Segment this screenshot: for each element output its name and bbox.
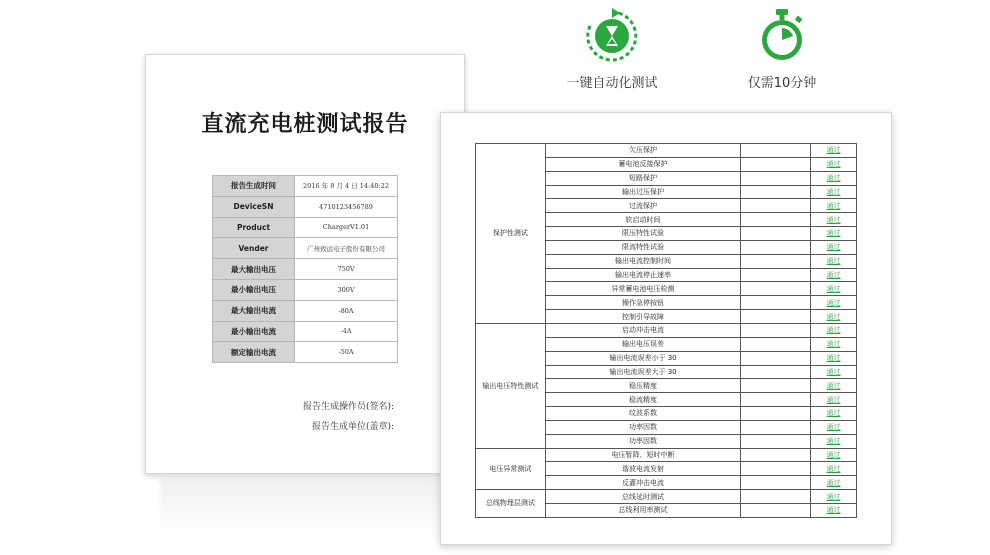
- test-result-link[interactable]: 通过: [811, 199, 857, 213]
- info-row: [213, 279, 398, 300]
- test-result-link[interactable]: 通过: [811, 407, 857, 421]
- test-blank-cell: [741, 462, 811, 476]
- test-blank-cell: [741, 282, 811, 296]
- test-blank-cell: [741, 448, 811, 462]
- info-value: 750V: [295, 259, 398, 280]
- test-item-label: 输出电流停止速率: [545, 268, 740, 282]
- test-group-label: 电压异常测试: [476, 448, 546, 490]
- test-item-label: 短路保护: [545, 171, 740, 185]
- test-item-label: 谐波电流发射: [545, 462, 740, 476]
- test-blank-cell: [741, 157, 811, 171]
- table-row: [476, 323, 857, 337]
- test-item-label: 纹波系数: [545, 407, 740, 421]
- hourglass-refresh-icon: [582, 6, 642, 66]
- test-item-label: 总线延时测试: [545, 490, 740, 504]
- test-item-label: 功率因数: [545, 420, 740, 434]
- report-info-table: [212, 175, 398, 363]
- test-blank-cell: [741, 393, 811, 407]
- test-blank-cell: [741, 503, 811, 517]
- test-item-label: 稳流精度: [545, 393, 740, 407]
- test-blank-cell: [741, 254, 811, 268]
- table-row: [476, 448, 857, 462]
- test-result-link[interactable]: 通过: [811, 503, 857, 517]
- test-result-link[interactable]: 通过: [811, 171, 857, 185]
- feature-ten-minutes: [722, 6, 842, 91]
- test-result-link[interactable]: 通过: [811, 282, 857, 296]
- feature-automated-test-label: 一键自动化测试: [566, 76, 658, 91]
- test-blank-cell: [741, 240, 811, 254]
- test-result-link[interactable]: 通过: [811, 185, 857, 199]
- test-group-label: 总线物理层测试: [476, 490, 546, 518]
- info-row: [213, 259, 398, 280]
- test-blank-cell: [741, 144, 811, 158]
- test-blank-cell: [741, 171, 811, 185]
- test-result-link[interactable]: 通过: [811, 337, 857, 351]
- test-item-label: 欠压保护: [545, 144, 740, 158]
- test-result-link[interactable]: 通过: [811, 462, 857, 476]
- info-row: [213, 238, 398, 259]
- info-key: 额定输出电流: [213, 342, 295, 363]
- info-row: [213, 176, 398, 197]
- info-value: ChargerV1.01: [295, 217, 398, 238]
- test-blank-cell: [741, 227, 811, 241]
- test-result-link[interactable]: 通过: [811, 490, 857, 504]
- test-item-label: 输出电压误差: [545, 337, 740, 351]
- feature-ten-minutes-label: 仅需10分钟: [747, 76, 817, 91]
- test-result-link[interactable]: 通过: [811, 157, 857, 171]
- test-blank-cell: [741, 268, 811, 282]
- test-result-link[interactable]: 通过: [811, 476, 857, 490]
- info-value: 300V: [295, 279, 398, 300]
- info-value: 2016 年 8 月 4 日 14:40:22: [295, 176, 398, 197]
- sheet-reflection: [160, 478, 460, 538]
- test-blank-cell: [741, 199, 811, 213]
- info-row: [213, 196, 398, 217]
- test-result-link[interactable]: 通过: [811, 268, 857, 282]
- test-result-link[interactable]: 通过: [811, 393, 857, 407]
- test-item-label: 输出电流误差大于 30: [545, 365, 740, 379]
- info-key: 最小输出电流: [213, 321, 295, 342]
- unit-stamp-label: 报告生成单位(盖章):: [311, 422, 394, 432]
- report-title: 直流充电桩测试报告: [201, 111, 409, 137]
- test-blank-cell: [741, 365, 811, 379]
- operator-signature-label: 报告生成操作员(签名):: [302, 402, 394, 412]
- test-result-link[interactable]: 通过: [811, 213, 857, 227]
- info-key: 最大输出电流: [213, 300, 295, 321]
- test-item-label: 输出过压保护: [545, 185, 740, 199]
- test-item-label: 过流保护: [545, 199, 740, 213]
- test-blank-cell: [741, 323, 811, 337]
- feature-automated-test: [552, 6, 672, 91]
- info-row: [213, 217, 398, 238]
- test-item-label: 软启动时间: [545, 213, 740, 227]
- info-key: 最小输出电压: [213, 279, 295, 300]
- test-results-table: [475, 143, 857, 518]
- test-result-link[interactable]: 通过: [811, 351, 857, 365]
- test-result-link[interactable]: 通过: [811, 365, 857, 379]
- test-item-label: 输出电流误差小于 30: [545, 351, 740, 365]
- test-item-label: 输出电流控制时间: [545, 254, 740, 268]
- test-result-link[interactable]: 通过: [811, 240, 857, 254]
- test-item-label: 电压暂降、短时中断: [545, 448, 740, 462]
- test-result-link[interactable]: 通过: [811, 323, 857, 337]
- test-item-label: 稳压精度: [545, 379, 740, 393]
- info-row: [213, 321, 398, 342]
- test-item-label: 操作急停按钮: [545, 296, 740, 310]
- test-item-label: 反灌冲击电流: [545, 476, 740, 490]
- test-item-label: 限流特性试验: [545, 240, 740, 254]
- info-value: -50A: [295, 342, 398, 363]
- info-value: 广州致远电子股份有限公司: [295, 238, 398, 259]
- test-blank-cell: [741, 185, 811, 199]
- test-blank-cell: [741, 434, 811, 448]
- info-key: 最大输出电压: [213, 259, 295, 280]
- info-key: DeviceSN: [213, 196, 295, 217]
- test-result-link[interactable]: 通过: [811, 448, 857, 462]
- test-blank-cell: [741, 296, 811, 310]
- test-group-label: 输出电压特性测试: [476, 323, 546, 448]
- table-row: [476, 144, 857, 158]
- info-value: -80A: [295, 300, 398, 321]
- test-blank-cell: [741, 407, 811, 421]
- test-result-link[interactable]: 通过: [811, 144, 857, 158]
- test-item-label: 异常蓄电池电压检测: [545, 282, 740, 296]
- test-item-label: 控制引导故障: [545, 310, 740, 324]
- test-item-label: 启动冲击电流: [545, 323, 740, 337]
- stopwatch-icon: [752, 6, 812, 66]
- info-row: [213, 300, 398, 321]
- test-item-label: 蓄电池反接保护: [545, 157, 740, 171]
- test-blank-cell: [741, 213, 811, 227]
- test-blank-cell: [741, 476, 811, 490]
- test-blank-cell: [741, 351, 811, 365]
- test-blank-cell: [741, 420, 811, 434]
- test-report-sheet: [145, 54, 465, 474]
- info-key: 报告生成时间: [213, 176, 295, 197]
- test-item-label: 总线利用率测试: [545, 503, 740, 517]
- test-blank-cell: [741, 337, 811, 351]
- test-result-link[interactable]: 通过: [811, 310, 857, 324]
- test-blank-cell: [741, 379, 811, 393]
- test-item-label: 限压特性试验: [545, 227, 740, 241]
- info-key: Product: [213, 217, 295, 238]
- test-group-label: 保护性测试: [476, 144, 546, 324]
- test-blank-cell: [741, 490, 811, 504]
- test-result-link[interactable]: 通过: [811, 434, 857, 448]
- test-result-link[interactable]: 通过: [811, 254, 857, 268]
- info-row: [213, 342, 398, 363]
- info-value: -4A: [295, 321, 398, 342]
- test-results-sheet: [440, 112, 892, 545]
- test-result-link[interactable]: 通过: [811, 227, 857, 241]
- test-result-link[interactable]: 通过: [811, 296, 857, 310]
- info-key: Vender: [213, 238, 295, 259]
- test-result-link[interactable]: 通过: [811, 420, 857, 434]
- test-result-link[interactable]: 通过: [811, 379, 857, 393]
- test-item-label: 功率因数: [545, 434, 740, 448]
- table-row: [476, 490, 857, 504]
- info-value: 4710123456789: [295, 196, 398, 217]
- test-blank-cell: [741, 310, 811, 324]
